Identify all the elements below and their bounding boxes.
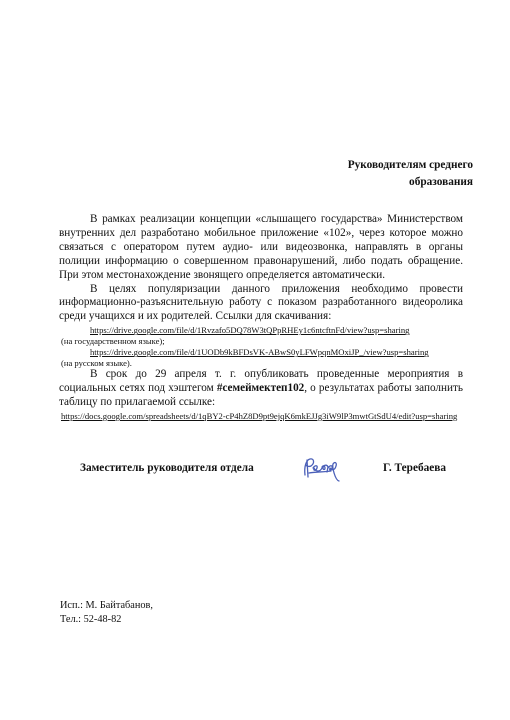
video-link-state-language[interactable]: https://drive.google.com/file/d/1Rvzafo5DQ78W3tQPpRHEy1c6ntcftnFd/view?usp=sharing <box>90 325 410 336</box>
executor-block <box>60 599 153 626</box>
addressee-block <box>348 157 473 191</box>
signatory-position: Заместитель руководителя отдела <box>80 462 254 474</box>
hashtag: #семеймектеп102 <box>216 382 305 395</box>
addressee-line-1: Руководителям среднего <box>347 159 473 171</box>
signature-row <box>80 460 460 480</box>
addressee-line-2: образования <box>409 176 473 188</box>
deadline-text-end: , о результатах работы заполнить таблицу по прилагаемой ссылке: <box>59 382 463 409</box>
link-note-state-language: (на государственном языке); <box>61 335 165 346</box>
letter-body <box>59 213 463 421</box>
handwritten-signature <box>301 455 345 488</box>
paragraph-popularization: В целях популяризации данного приложения необходимо провести информационно-разъяснительную работу с показом разработанного видеоролика среди учащихся и их родителей. Ссылки для скачивания: <box>59 282 463 323</box>
signatory-name: Г. Теребаева <box>383 462 447 474</box>
executor-phone: Тел.: 52-48-82 <box>60 613 122 625</box>
paragraph-deadline <box>59 368 463 410</box>
deadline-text: В срок до 29 апреля т. г. опубликовать проведенные мероприятия в социальных сетях под хэштегом <box>59 368 463 395</box>
report-table-link[interactable]: https://docs.google.com/spreadsheets/d/1qBY2-cP4hZ8D9pt9ejqK6mkEJJg3iW9lP3mwtGtSdU4/edit?usp=sharing <box>61 410 458 421</box>
paragraph-app-description: В рамках реализации концепции «слышащего государства» Министерством внутренних дел разработано мобильное приложение «102», через которое можно связаться с оператором путем аудио- или видеозвонка, направлять в органы полиции информацию о совершенном правонарушений, либо подать обращение. При этом местонахождение звонящего определяется автоматически. <box>59 213 463 281</box>
executor-name: Исп.: М. Байтабанов, <box>60 600 153 611</box>
video-link-russian[interactable]: https://drive.google.com/file/d/1UODb9kBFDsVK-ABwS0yLFWpqnMOxiJP_/view?usp=sharing <box>90 347 429 358</box>
link-note-russian: (на русском языке). <box>61 357 132 368</box>
